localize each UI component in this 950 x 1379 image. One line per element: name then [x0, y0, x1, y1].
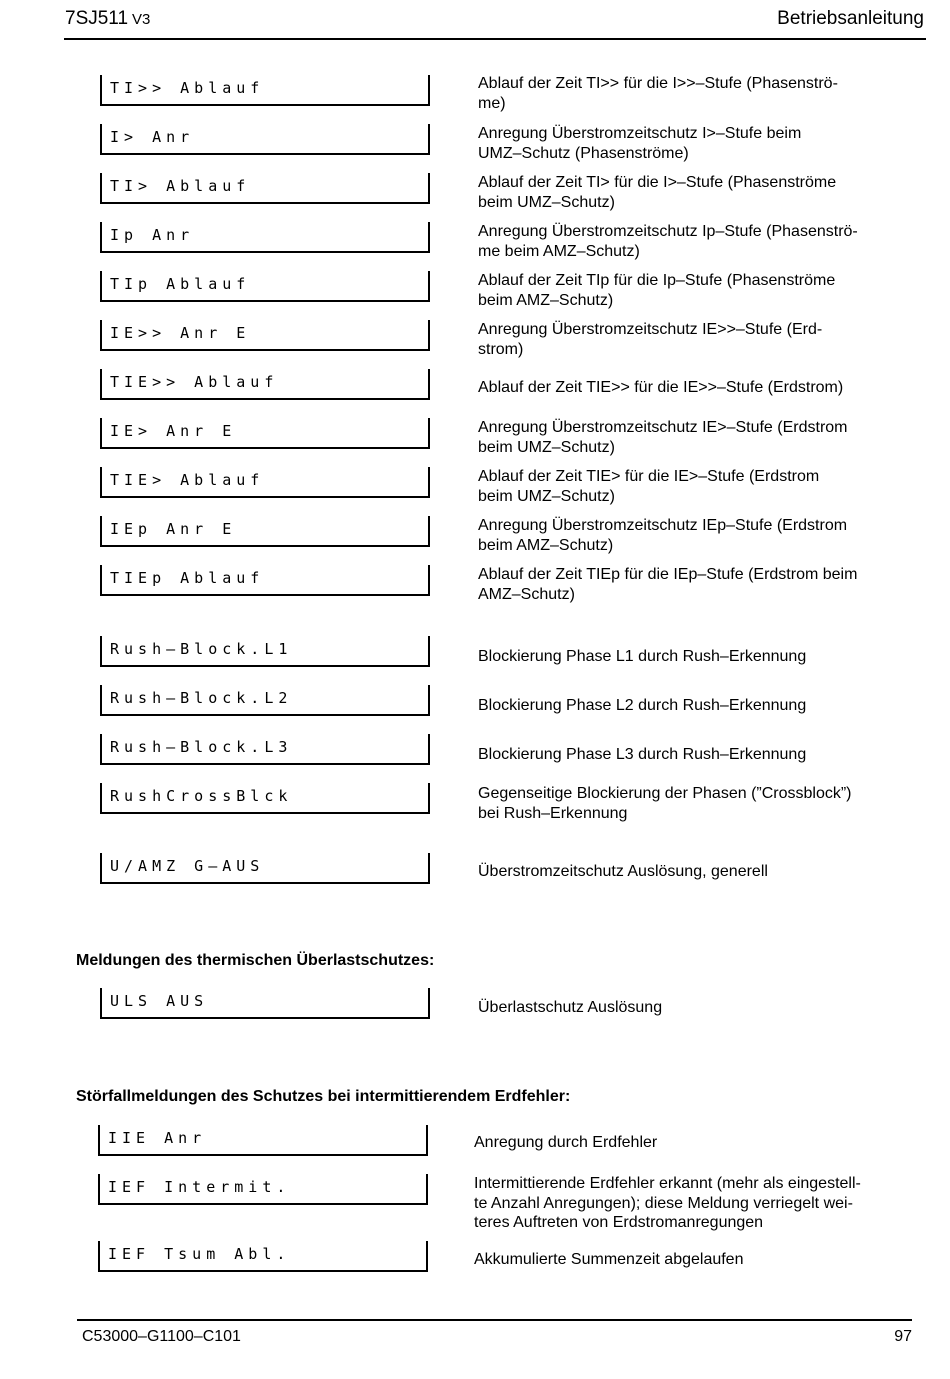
display-field: TI> Ablauf [100, 173, 430, 204]
message-description: Ablauf der Zeit TIE> für die IE>–Stufe (Erdstrom beim UMZ–Schutz) [478, 468, 820, 505]
display-field: Rush–Block.L2 [100, 685, 430, 716]
display-field: I> Anr [100, 124, 430, 155]
message-description: Ablauf der Zeit TI>> für die I>>–Stufe (Phasenströ- me) [478, 75, 838, 112]
message-description: Überstromzeitschutz Auslösung, generell [478, 863, 768, 880]
message-description: Anregung Überstromzeitschutz IEp–Stufe (Erdstrom beim AMZ–Schutz) [478, 517, 848, 554]
display-field: IIE Anr [98, 1125, 428, 1156]
display-field: Rush–Block.L3 [100, 734, 430, 765]
display-field: TIEp Ablauf [100, 565, 430, 596]
message-description: Blockierung Phase L2 durch Rush–Erkennung [478, 697, 807, 714]
message-description: Anregung durch Erdfehler [474, 1134, 658, 1151]
display-field: U/AMZ G–AUS [100, 853, 430, 884]
display-field: IEF Intermit. [98, 1174, 428, 1205]
message-description: Gegenseitige Blockierung der Phasen (”Crossblock”) bei Rush–Erkennung [478, 785, 852, 822]
display-field: TIE> Ablauf [100, 467, 430, 498]
display-field: ULS AUS [100, 988, 430, 1019]
display-field: IEF Tsum Abl. [98, 1241, 428, 1272]
message-description: Anregung Überstromzeitschutz IE>>–Stufe (Erd- strom) [478, 321, 823, 358]
message-description: Blockierung Phase L1 durch Rush–Erkennung [478, 648, 807, 665]
message-description: Überlastschutz Auslösung [478, 999, 663, 1016]
display-field: IE>> Anr E [100, 320, 430, 351]
display-field: RushCrossBlck [100, 783, 430, 814]
section-heading: Meldungen des thermischen Überlastschutzes: [76, 952, 435, 969]
page-number: 97 [894, 1328, 912, 1345]
display-field: Rush–Block.L1 [100, 636, 430, 667]
message-description: Ablauf der Zeit TIEp für die IEp–Stufe (Erdstrom beim AMZ–Schutz) [478, 566, 858, 603]
message-description: Ablauf der Zeit TIE>> für die IE>>–Stufe (Erdstrom) [478, 379, 844, 396]
section-heading: Störfallmeldungen des Schutzes bei intermittierendem Erdfehler: [76, 1088, 571, 1105]
message-description: Akkumulierte Summenzeit abgelaufen [474, 1251, 744, 1268]
device-version: V3 [132, 11, 151, 28]
manual-title: Betriebsanleitung [777, 8, 924, 29]
message-description: Anregung Überstromzeitschutz Ip–Stufe (Phasenströ- me beim AMZ–Schutz) [478, 223, 858, 260]
header-rule [64, 38, 926, 40]
message-description: Anregung Überstromzeitschutz IE>–Stufe (Erdstrom beim UMZ–Schutz) [478, 419, 848, 456]
document-number: C53000–G1100–C101 [82, 1328, 241, 1345]
display-field: IEp Anr E [100, 516, 430, 547]
display-field: TI>> Ablauf [100, 75, 430, 106]
display-field: IE> Anr E [100, 418, 430, 449]
message-description: Blockierung Phase L3 durch Rush–Erkennung [478, 746, 807, 763]
display-field: TIp Ablauf [100, 271, 430, 302]
message-description: Ablauf der Zeit TIp für die Ip–Stufe (Phasenströme beim AMZ–Schutz) [478, 272, 836, 309]
device-model: 7SJ511 [65, 8, 129, 29]
message-description: Ablauf der Zeit TI> für die I>–Stufe (Phasenströme beim UMZ–Schutz) [478, 174, 837, 211]
display-field: TIE>> Ablauf [100, 369, 430, 400]
message-description: Intermittierende Erdfehler erkannt (mehr als eingestell- te Anzahl Anregungen); diese Meldung verriegelt wei- teres Auftreten von Erdstromanregungen [474, 1175, 861, 1231]
footer-rule [77, 1319, 912, 1321]
message-description: Anregung Überstromzeitschutz I>–Stufe beim UMZ–Schutz (Phasenströme) [478, 125, 802, 162]
display-field: Ip Anr [100, 222, 430, 253]
